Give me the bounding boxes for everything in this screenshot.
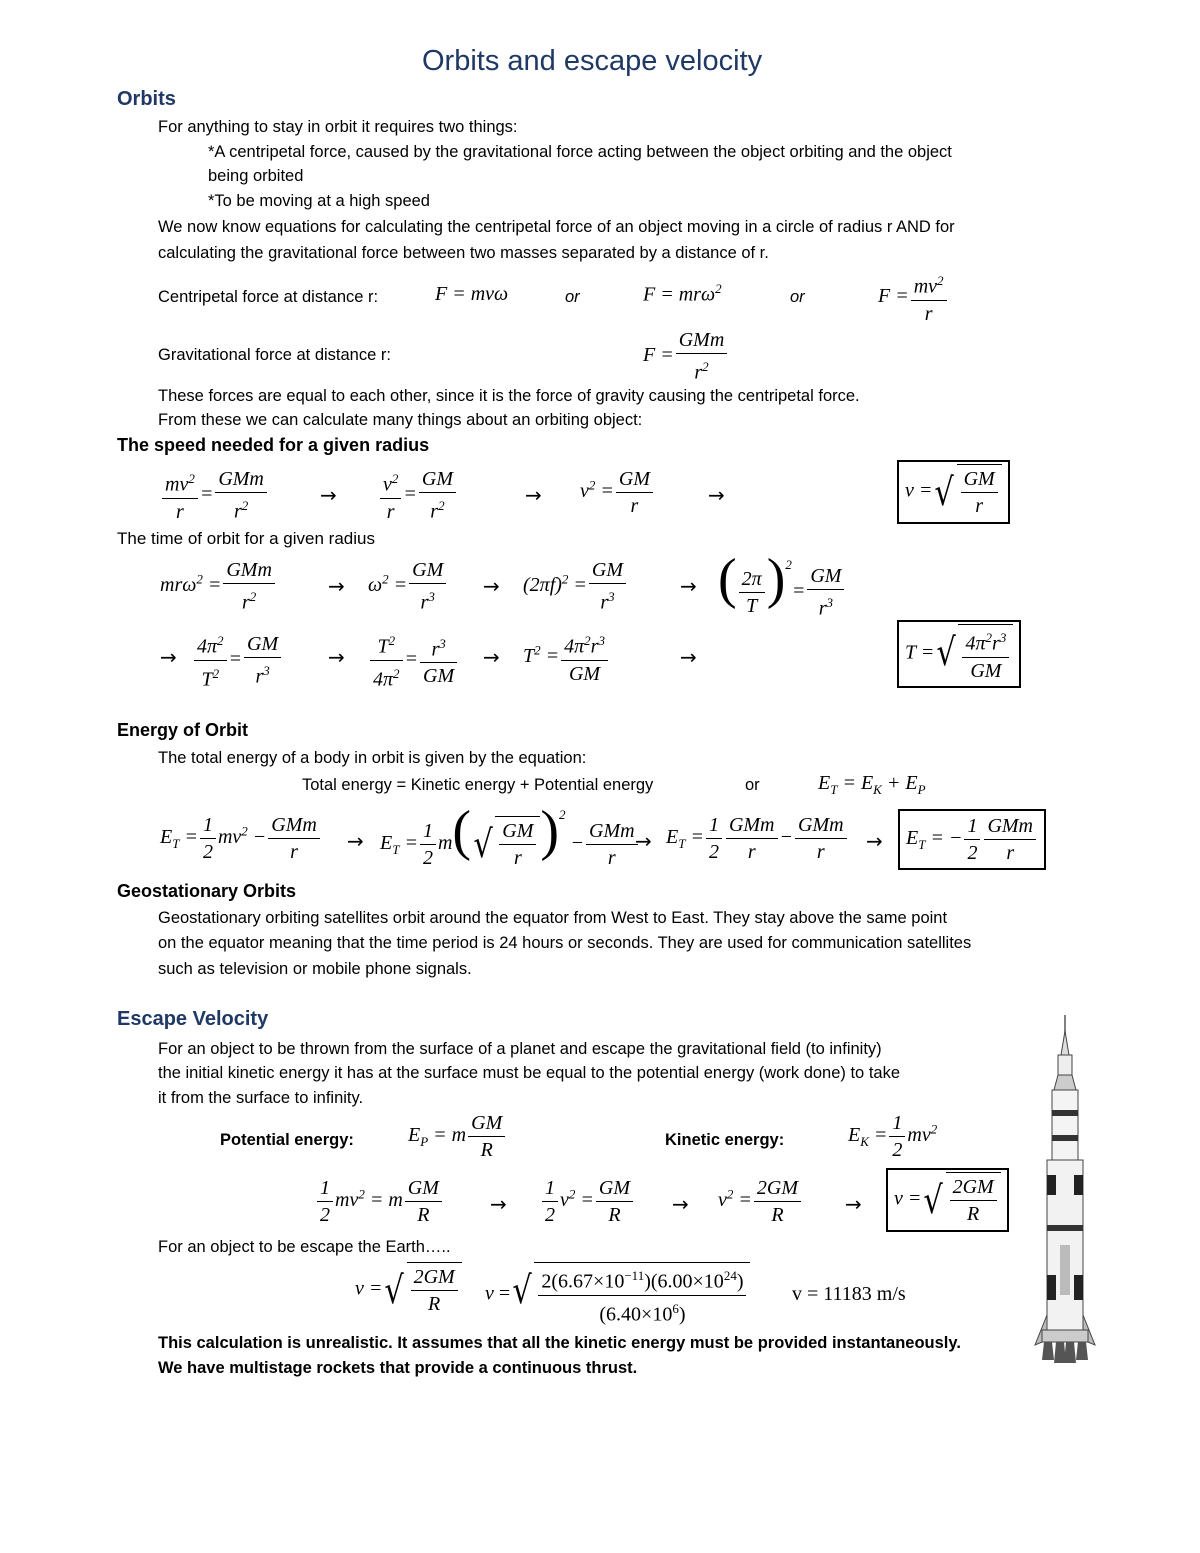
requirement-1-line-2: being orbited [208,167,304,185]
speed-eq-2: $\frac{v^2}{r}$ = $\frac{GM}{r^2}$ [378,466,458,525]
escape-substitution: v = √ $\frac{2(6.67\times 10^{-11})(6.00\times 10^{24})}{(6.40\times 10^6)}$ [485,1262,750,1327]
equal-forces-line: These forces are equal to each other, since it is the force of gravity causing the centripetal force. [158,387,860,405]
time-eq-3: $(2\pi f)^2$ = $\frac{GM}{r^3}$ [523,557,628,616]
time-eq-1: mrω$^2$ = $\frac{\text{GMm}}{r^2}$ [160,557,277,616]
total-energy-equation: Total energy = Kinetic energy + Potential energy [302,776,654,794]
centripetal-label: Centripetal force at distance r: [158,288,379,306]
gravitational-eq: F = $\frac{\text{GMm}}{r^2}$ [643,327,729,386]
orbits-intro: For anything to stay in orbit it requires two things: [158,118,518,136]
centripetal-eq-3: F = $\frac{mv^2}{r}$ [878,268,949,327]
energy-eq-1: $E_T$ = $\frac{1}{2}$ $mv^2$ − $\frac{\text{GMm}}{r}$ [160,812,322,865]
equations-line-2: calculating the gravitational force between two masses separated by a distance of r. [158,244,769,262]
arrow-icon: → [680,645,697,669]
time-eq-5: $\frac{4\pi^2}{T^2}$ = $\frac{GM}{r^3}$ [192,628,283,692]
requirement-1-line-1: *A centripetal force, caused by the gravitational force acting between the object orbiting and the object [208,143,952,161]
arrow-icon: → [708,483,725,507]
escape-eq-3: $v^2$ = $\frac{2GM}{R}$ [718,1175,803,1228]
kinetic-energy-label: Kinetic energy: [665,1131,785,1149]
or-2: or [790,288,805,306]
arrow-icon: → [866,829,883,853]
centripetal-eq-1: F = mvω [435,283,509,305]
energy-line-1: The total energy of a body in orbit is given by the equation: [158,749,587,767]
time-eq-6: $\frac{T^2}{4\pi^2}$ = $\frac{r^3}{GM}$ [368,628,459,692]
escape-line-1: For an object to be thrown from the surface of a planet and escape the gravitational field (to infinity) [158,1040,882,1058]
period-result-box: T = √ $\frac{4\pi^2r^3}{GM}$ [897,620,1021,688]
arrow-icon: → [483,574,500,598]
arrow-icon: → [483,645,500,669]
saturn-v-rocket-icon [1030,1015,1100,1365]
orbits-heading: Orbits [117,88,176,110]
calculate-line: From these we can calculate many things about an orbiting object: [158,411,643,429]
potential-energy-eq: $E_P = m$ $\frac{GM}{R}$ [408,1110,507,1163]
escape-result-box: v = √ $\frac{2GM}{R}$ [886,1168,1009,1232]
centripetal-eq-2: F = mrω$^2$ [643,281,722,306]
escape-result: v = 11183 m/s [792,1283,906,1305]
time-eq-2: $\omega^2$ = $\frac{GM}{r^3}$ [368,557,448,616]
arrow-icon: → [328,574,345,598]
energy-symbolic: $E_T = E_K + E_P$ [818,772,926,797]
geo-line-2: on the equator meaning that the time period is 24 hours or seconds. They are used for communication satellites [158,934,972,952]
energy-eq-2: $E_T$ = $\frac{1}{2}$ m( √ $\frac{GM}{r}$ )$^2$ − $\frac{\text{GMm}}{r}$ [380,803,640,872]
equations-line-1: We now know equations for calculating the centripetal force of an object moving in a circle of radius r AND for [158,218,955,236]
multistage-line: We have multistage rockets that provide a continuous thrust. [158,1359,638,1377]
energy-result-box: $E_T$ = − $\frac{1}{2}$ $\frac{\text{GMm}}{r}$ [898,809,1046,870]
arrow-icon: → [328,645,345,669]
or-1: or [565,288,580,306]
kinetic-energy-eq: $E_K$ = $\frac{1}{2}$ $mv^2$ [848,1112,938,1161]
arrow-icon: → [490,1192,507,1216]
speed-heading: The speed needed for a given radius [117,435,430,455]
arrow-icon: → [672,1192,689,1216]
gravitational-label: Gravitational force at distance r: [158,346,391,364]
speed-eq-1: $\frac{mv^2}{r}$ = $\frac{\text{GMm}}{r^2}$ [160,466,269,525]
geo-line-3: such as television or mobile phone signals. [158,960,472,978]
potential-energy-label: Potential energy: [220,1131,354,1149]
geo-heading: Geostationary Orbits [117,881,297,901]
energy-eq-3: $E_T$ = $\frac{1}{2}$ $\frac{\text{GMm}}{r}$ − $\frac{\text{GMm}}{r}$ [666,812,849,865]
arrow-icon: → [680,574,697,598]
escape-formula: v = √ $\frac{2GM}{R}$ [355,1262,462,1318]
time-eq-7: $T^2$ = $\frac{4\pi^2r^3}{GM}$ [523,628,610,687]
escape-earth-line: For an object to be escape the Earth….. [158,1238,451,1256]
energy-heading: Energy of Orbit [117,720,249,740]
time-eq-4: ( $\frac{2\pi}{T}$ )$^2$= $\frac{GM}{r^3}$ [718,551,846,622]
escape-line-2: the initial kinetic energy it has at the surface must be equal to the potential energy (work done) to take [158,1064,901,1082]
page-title: Orbits and escape velocity [422,45,763,77]
arrow-icon: → [635,829,652,853]
escape-heading: Escape Velocity [117,1008,269,1030]
speed-eq-3: $v^2$ = $\frac{GM}{r}$ [580,466,655,519]
speed-result-box: v = √ $\frac{GM}{r}$ [897,460,1010,524]
geo-line-1: Geostationary orbiting satellites orbit around the equator from West to East. They stay above the same point [158,909,948,927]
escape-eq-2: $\frac{1}{2}$ $v^2$ = $\frac{GM}{R}$ [540,1175,635,1228]
unrealistic-line: This calculation is unrealistic. It assumes that all the kinetic energy must be provided instantaneously. [158,1334,961,1352]
requirement-2: *To be moving at a high speed [208,192,430,210]
energy-or: or [745,776,760,794]
arrow-icon: → [160,645,177,669]
arrow-icon: → [347,829,364,853]
arrow-icon: → [320,483,337,507]
arrow-icon: → [525,483,542,507]
escape-eq-1: $\frac{1}{2}$ $mv^2 = m$ $\frac{GM}{R}$ [315,1175,444,1228]
arrow-icon: → [845,1192,862,1216]
escape-line-3: it from the surface to infinity. [158,1089,364,1107]
time-heading: The time of orbit for a given radius [117,529,375,548]
